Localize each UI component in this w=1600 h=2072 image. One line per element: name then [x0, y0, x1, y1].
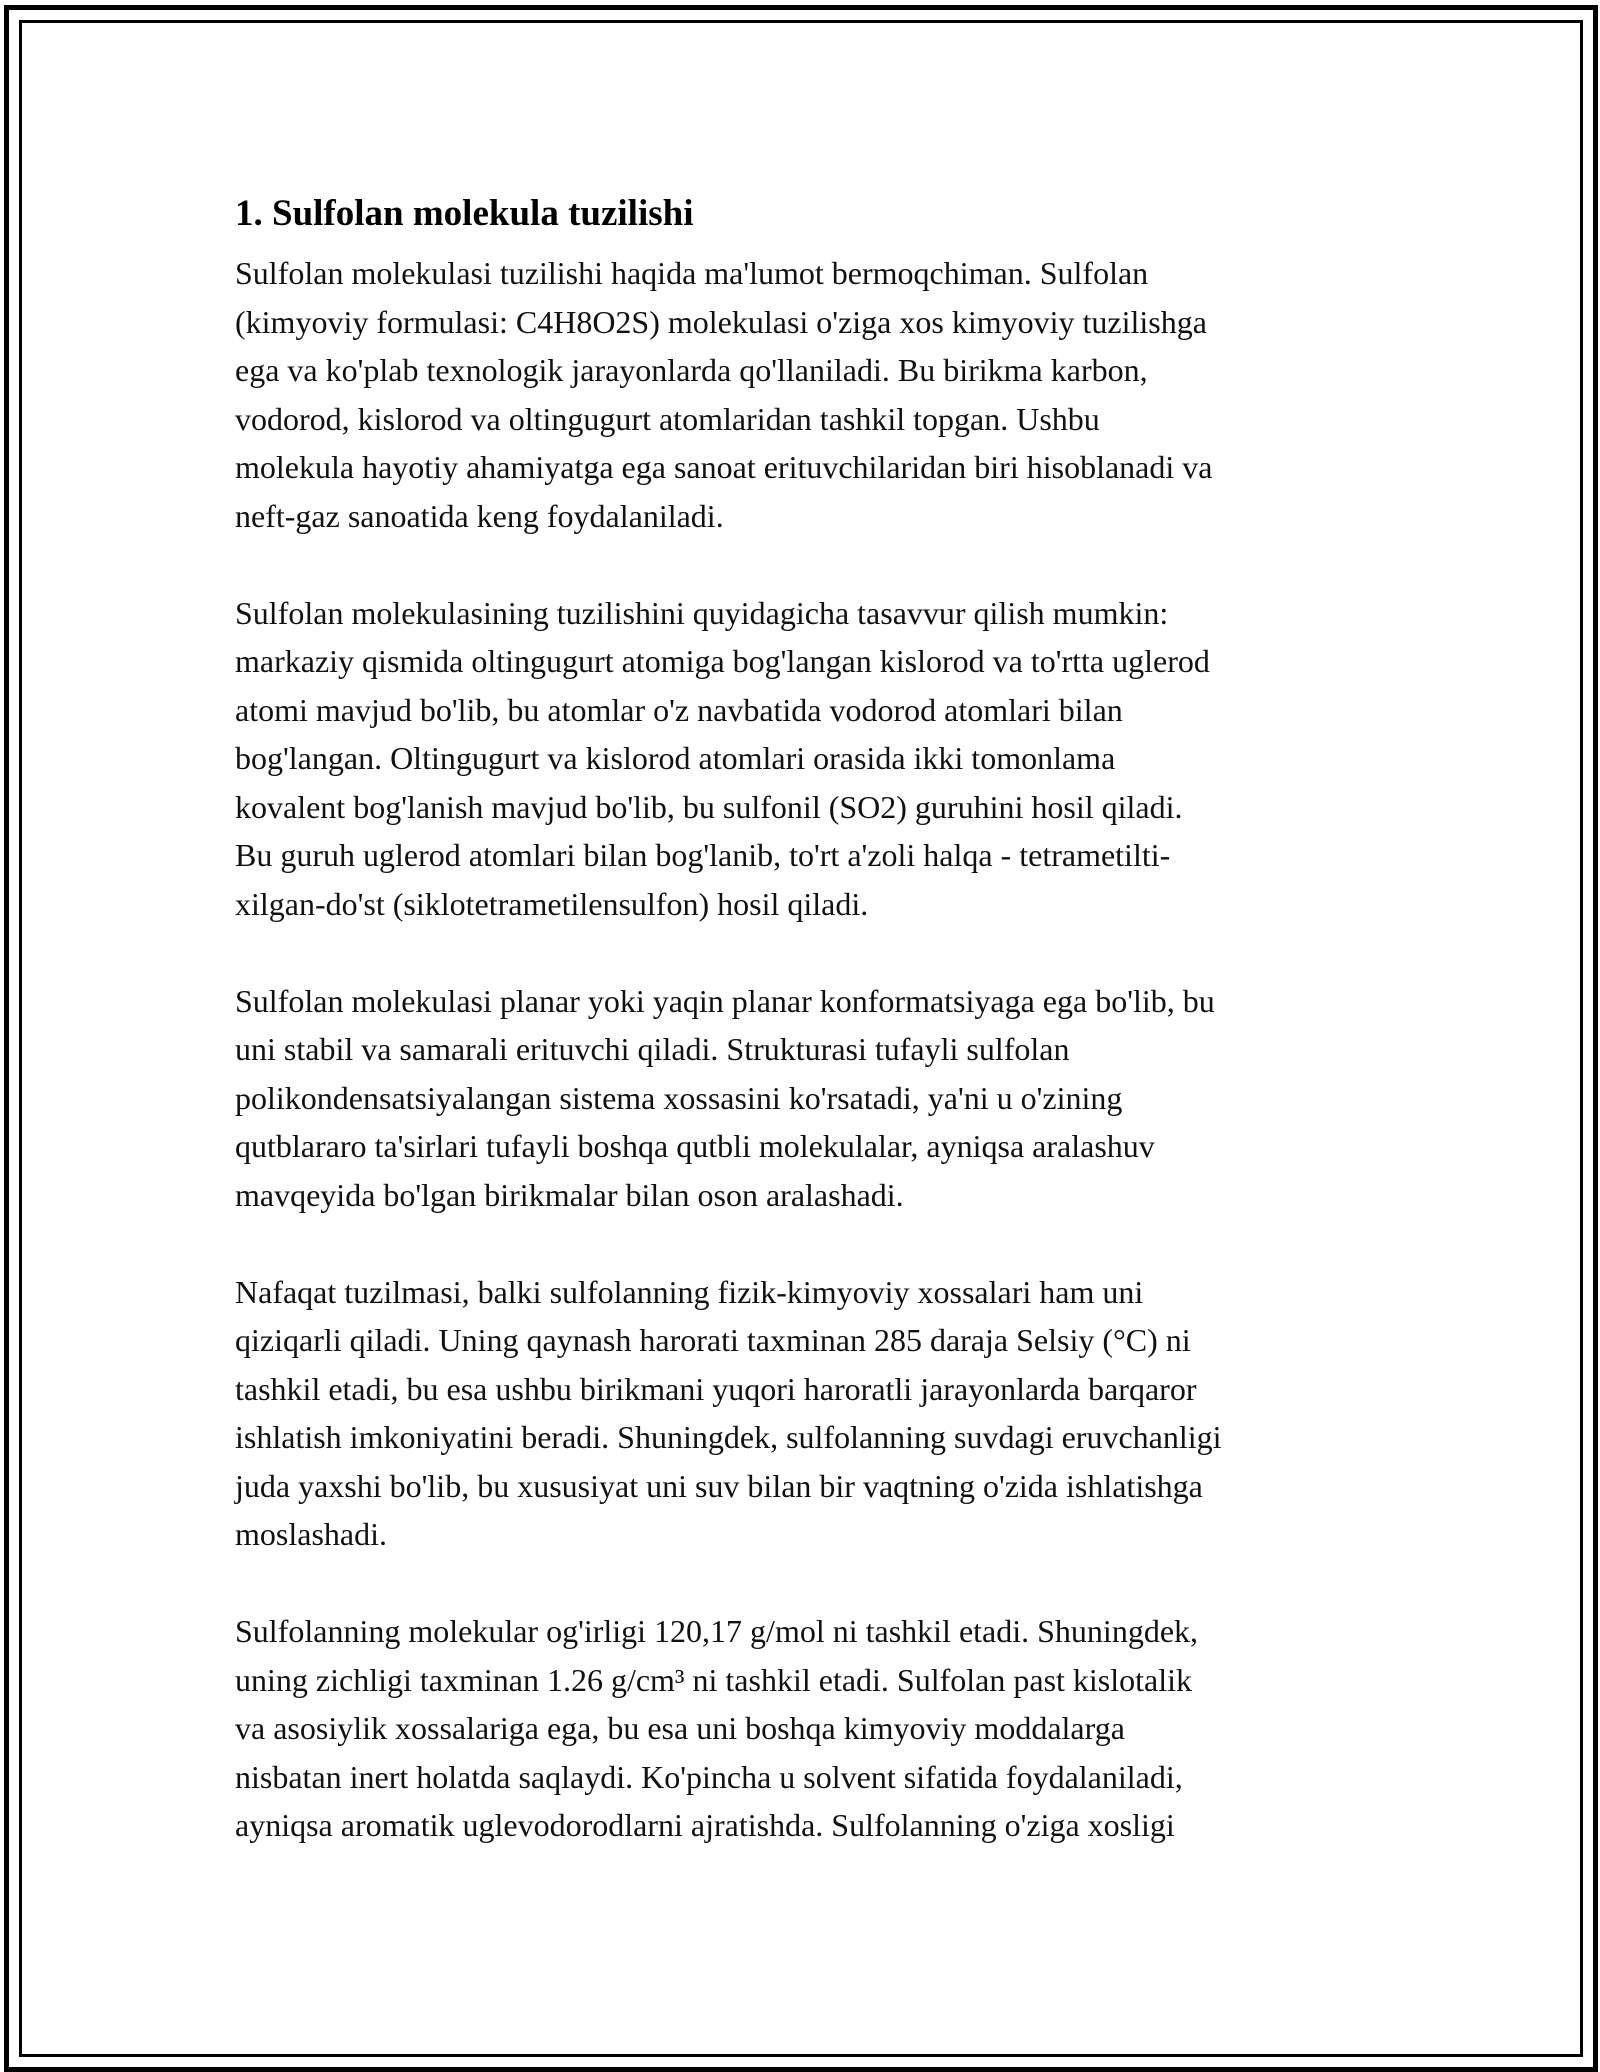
paragraph-5 — [235, 1607, 1375, 1850]
document-body — [235, 186, 1375, 1850]
text-line: moslashadi. — [235, 1516, 387, 1552]
text-line: qutblararo ta'sirlari tufayli boshqa qutbli molekulalar, ayniqsa aralashuv — [235, 1128, 1155, 1164]
text-line: Sulfolan molekulasining tuzilishini quyidagicha tasavvur qilish mumkin: — [235, 594, 1169, 631]
text-line: nisbatan inert holatda saqlaydi. Ko'pincha u solvent sifatida foydalaniladi, — [235, 1758, 1183, 1795]
paragraph-2 — [235, 589, 1375, 929]
text-line: neft-gaz sanoatida keng foydalaniladi. — [235, 497, 724, 534]
text-line: vodorod, kislorod va oltingugurt atomlaridan tashkil topgan. Ushbu — [235, 400, 1100, 437]
text-line: qiziqarli qiladi. Uning qaynash harorati taxminan 285 daraja Selsiy (°C) ni — [235, 1322, 1191, 1358]
text-line: ega va ko'plab texnologik jarayonlarda qo'llaniladi. Bu birikma karbon, — [235, 352, 1148, 388]
paragraph-1 — [235, 249, 1375, 540]
text-line: va asosiylik xossalariga ega, bu esa uni boshqa kimyoviy moddalarga — [235, 1710, 1125, 1746]
text-line: atomi mavjud bo'lib, bu atomlar o'z navbatida vodorod atomlari bilan — [235, 691, 1123, 728]
text-line: ishlatish imkoniyatini beradi. Shuningdek, sulfolanning suvdagi eruvchanligi — [235, 1419, 1222, 1455]
text-line: ayniqsa aromatik uglevodorodlarni ajratishda. Sulfolanning o'ziga xosligi — [235, 1807, 1175, 1843]
section-heading: 1. Sulfolan molekula tuzilishi — [235, 193, 694, 234]
paragraph-4 — [235, 1268, 1375, 1559]
text-line: molekula hayotiy ahamiyatga ega sanoat erituvchilaridan biri hisoblanadi va — [235, 449, 1213, 485]
text-line: Sulfolan molekulasi planar yoki yaqin planar konformatsiyaga ega bo'lib, bu — [235, 982, 1215, 1019]
paragraph-3 — [235, 977, 1375, 1220]
text-line: uning zichligi taxminan 1.26 g/cm³ ni tashkil etadi. Sulfolan past kislotalik — [235, 1661, 1193, 1698]
text-line: mavqeyida bo'lgan birikmalar bilan oson aralashadi. — [235, 1176, 904, 1213]
text-line: tashkil etadi, bu esa ushbu birikmani yuqori haroratli jarayonlarda barqaror — [235, 1370, 1197, 1407]
text-line: Sulfolanning molekular og'irligi 120,17 g/mol ni tashkil etadi. Shuningdek, — [235, 1613, 1199, 1649]
text-line: Sulfolan molekulasi tuzilishi haqida ma'lumot bermoqchiman. Sulfolan — [235, 255, 1149, 291]
text-line: kovalent bog'lanish mavjud bo'lib, bu sulfonil (SO2) guruhini hosil qiladi. — [235, 788, 1183, 825]
text-line: uni stabil va samarali erituvchi qiladi. Strukturasi tufayli sulfolan — [235, 1031, 1070, 1067]
text-line: Nafaqat tuzilmasi, balki sulfolanning fizik-kimyoviy xossalari ham uni — [235, 1273, 1144, 1310]
text-line: markaziy qismida oltingugurt atomiga bog'langan kislorod va to'rtta uglerod — [235, 643, 1210, 679]
text-line: juda yaxshi bo'lib, bu xususiyat uni suv bilan bir vaqtning o'zida ishlatishga — [235, 1467, 1203, 1504]
text-line: xilgan-do'st (siklotetrametilensulfon) hosil qiladi. — [235, 885, 869, 922]
text-line: Bu guruh uglerod atomlari bilan bog'lanib, to'rt a'zoli halqa - tetrametilti- — [235, 837, 1171, 873]
text-line: (kimyoviy formulasi: C4H8O2S) molekulasi o'ziga xos kimyoviy tuzilishga — [235, 303, 1207, 340]
text-line: polikondensatsiyalangan sistema xossasini ko'rsatadi, ya'ni u o'zining — [235, 1079, 1123, 1116]
text-line: bog'langan. Oltingugurt va kislorod atomlari orasida ikki tomonlama — [235, 740, 1116, 776]
